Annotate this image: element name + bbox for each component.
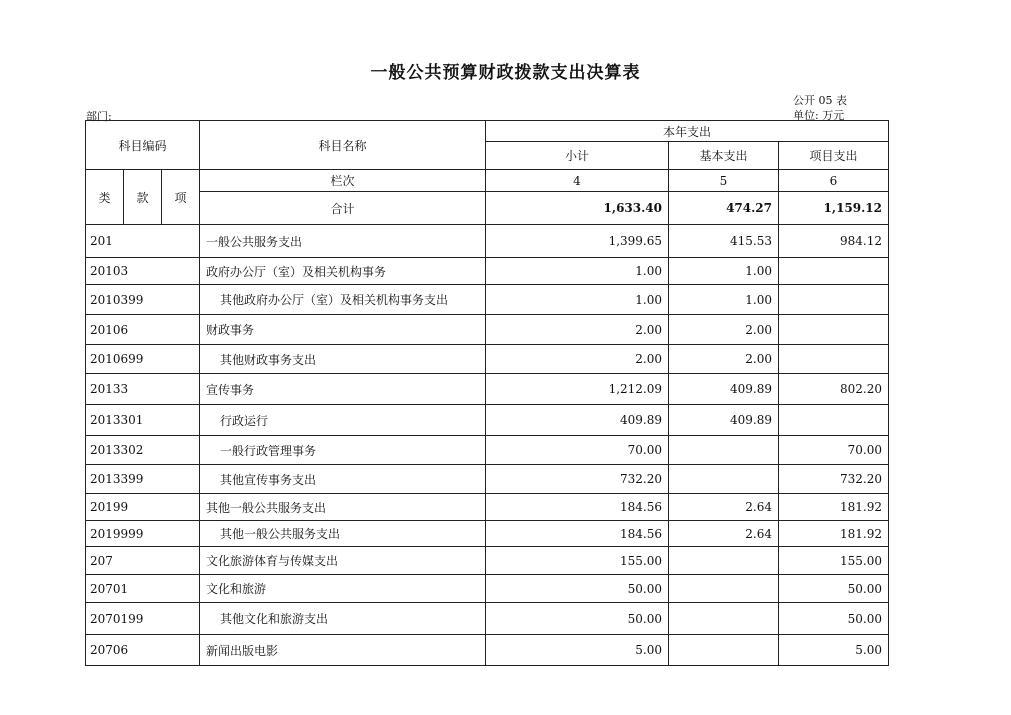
table-row <box>86 465 889 494</box>
row-name: 一般公共服务支出 <box>200 225 486 258</box>
row-name: 一般行政管理事务 <box>200 436 486 465</box>
row-subtotal: 1.00 <box>486 258 669 285</box>
table-row <box>86 225 889 258</box>
row-project <box>779 345 889 374</box>
column-no-project: 6 <box>779 170 889 192</box>
row-basic <box>669 575 779 603</box>
header-name: 科目名称 <box>200 121 486 170</box>
total-basic: 474.27 <box>669 192 779 225</box>
table-row <box>86 521 889 547</box>
row-code: 20103 <box>86 258 200 285</box>
row-project <box>779 315 889 345</box>
total-subtotal: 1,633.40 <box>486 192 669 225</box>
department-label: 部门: <box>86 110 112 123</box>
row-basic: 415.53 <box>669 225 779 258</box>
total-label: 合计 <box>200 192 486 225</box>
row-basic <box>669 465 779 494</box>
row-basic: 1.00 <box>669 285 779 315</box>
row-subtotal: 155.00 <box>486 547 669 575</box>
header-xiang: 项 <box>162 170 200 225</box>
row-basic <box>669 635 779 666</box>
row-name: 其他文化和旅游支出 <box>200 603 486 635</box>
row-code: 2013301 <box>86 405 200 436</box>
row-subtotal: 1.00 <box>486 285 669 315</box>
row-basic: 409.89 <box>669 405 779 436</box>
row-subtotal: 732.20 <box>486 465 669 494</box>
row-subtotal: 2.00 <box>486 315 669 345</box>
row-name: 其他政府办公厅（室）及相关机构事务支出 <box>200 285 486 315</box>
row-project <box>779 405 889 436</box>
row-code: 207 <box>86 547 200 575</box>
expenditure-table <box>85 120 889 666</box>
row-basic <box>669 603 779 635</box>
table-row <box>86 547 889 575</box>
row-code: 20706 <box>86 635 200 666</box>
row-name: 行政运行 <box>200 405 486 436</box>
row-code: 201 <box>86 225 200 258</box>
row-code: 20199 <box>86 494 200 521</box>
row-subtotal: 2.00 <box>486 345 669 374</box>
row-project: 5.00 <box>779 635 889 666</box>
row-basic: 1.00 <box>669 258 779 285</box>
row-subtotal: 184.56 <box>486 521 669 547</box>
row-name: 其他财政事务支出 <box>200 345 486 374</box>
row-subtotal: 184.56 <box>486 494 669 521</box>
row-subtotal: 409.89 <box>486 405 669 436</box>
header-kuan: 款 <box>124 170 162 225</box>
table-row <box>86 436 889 465</box>
row-basic: 409.89 <box>669 374 779 405</box>
row-code: 2070199 <box>86 603 200 635</box>
row-code: 2013302 <box>86 436 200 465</box>
unit-label: 单位: 万元 <box>793 109 845 122</box>
row-name: 宣传事务 <box>200 374 486 405</box>
row-project: 155.00 <box>779 547 889 575</box>
column-order-label: 栏次 <box>200 170 486 192</box>
header-current-year: 本年支出 <box>486 121 889 142</box>
table-row <box>86 603 889 635</box>
row-basic: 2.64 <box>669 521 779 547</box>
row-name: 文化和旅游 <box>200 575 486 603</box>
header-basic: 基本支出 <box>669 142 779 170</box>
table-row <box>86 315 889 345</box>
table-row <box>86 405 889 436</box>
row-subtotal: 5.00 <box>486 635 669 666</box>
form-number: 公开 05 表 <box>793 94 847 107</box>
total-project: 1,159.12 <box>779 192 889 225</box>
row-project: 70.00 <box>779 436 889 465</box>
header-lei: 类 <box>86 170 124 225</box>
row-project: 181.92 <box>779 494 889 521</box>
row-project: 984.12 <box>779 225 889 258</box>
table-row <box>86 575 889 603</box>
row-subtotal: 50.00 <box>486 603 669 635</box>
row-name: 政府办公厅（室）及相关机构事务 <box>200 258 486 285</box>
row-basic: 2.00 <box>669 315 779 345</box>
header-subtotal: 小计 <box>486 142 669 170</box>
row-code: 2010399 <box>86 285 200 315</box>
table-row <box>86 258 889 285</box>
row-basic <box>669 436 779 465</box>
row-project: 50.00 <box>779 603 889 635</box>
header-project: 项目支出 <box>779 142 889 170</box>
row-project <box>779 285 889 315</box>
table-row <box>86 374 889 405</box>
row-code: 20133 <box>86 374 200 405</box>
header-code: 科目编码 <box>86 121 200 170</box>
row-code: 20106 <box>86 315 200 345</box>
row-name: 其他一般公共服务支出 <box>200 494 486 521</box>
row-code: 20701 <box>86 575 200 603</box>
row-project: 50.00 <box>779 575 889 603</box>
row-name: 新闻出版电影 <box>200 635 486 666</box>
row-name: 文化旅游体育与传媒支出 <box>200 547 486 575</box>
row-name: 财政事务 <box>200 315 486 345</box>
row-project: 802.20 <box>779 374 889 405</box>
table-row <box>86 345 889 374</box>
row-project: 181.92 <box>779 521 889 547</box>
row-project <box>779 258 889 285</box>
row-project: 732.20 <box>779 465 889 494</box>
row-name: 其他宣传事务支出 <box>200 465 486 494</box>
row-code: 2019999 <box>86 521 200 547</box>
row-basic <box>669 547 779 575</box>
page-title: 一般公共预算财政拨款支出决算表 <box>370 63 641 83</box>
row-code: 2010699 <box>86 345 200 374</box>
row-subtotal: 50.00 <box>486 575 669 603</box>
table-row <box>86 635 889 666</box>
row-subtotal: 70.00 <box>486 436 669 465</box>
row-basic: 2.64 <box>669 494 779 521</box>
table-row <box>86 285 889 315</box>
column-no-subtotal: 4 <box>486 170 669 192</box>
table-row <box>86 494 889 521</box>
row-name: 其他一般公共服务支出 <box>200 521 486 547</box>
column-no-basic: 5 <box>669 170 779 192</box>
row-code: 2013399 <box>86 465 200 494</box>
row-subtotal: 1,212.09 <box>486 374 669 405</box>
row-basic: 2.00 <box>669 345 779 374</box>
row-subtotal: 1,399.65 <box>486 225 669 258</box>
